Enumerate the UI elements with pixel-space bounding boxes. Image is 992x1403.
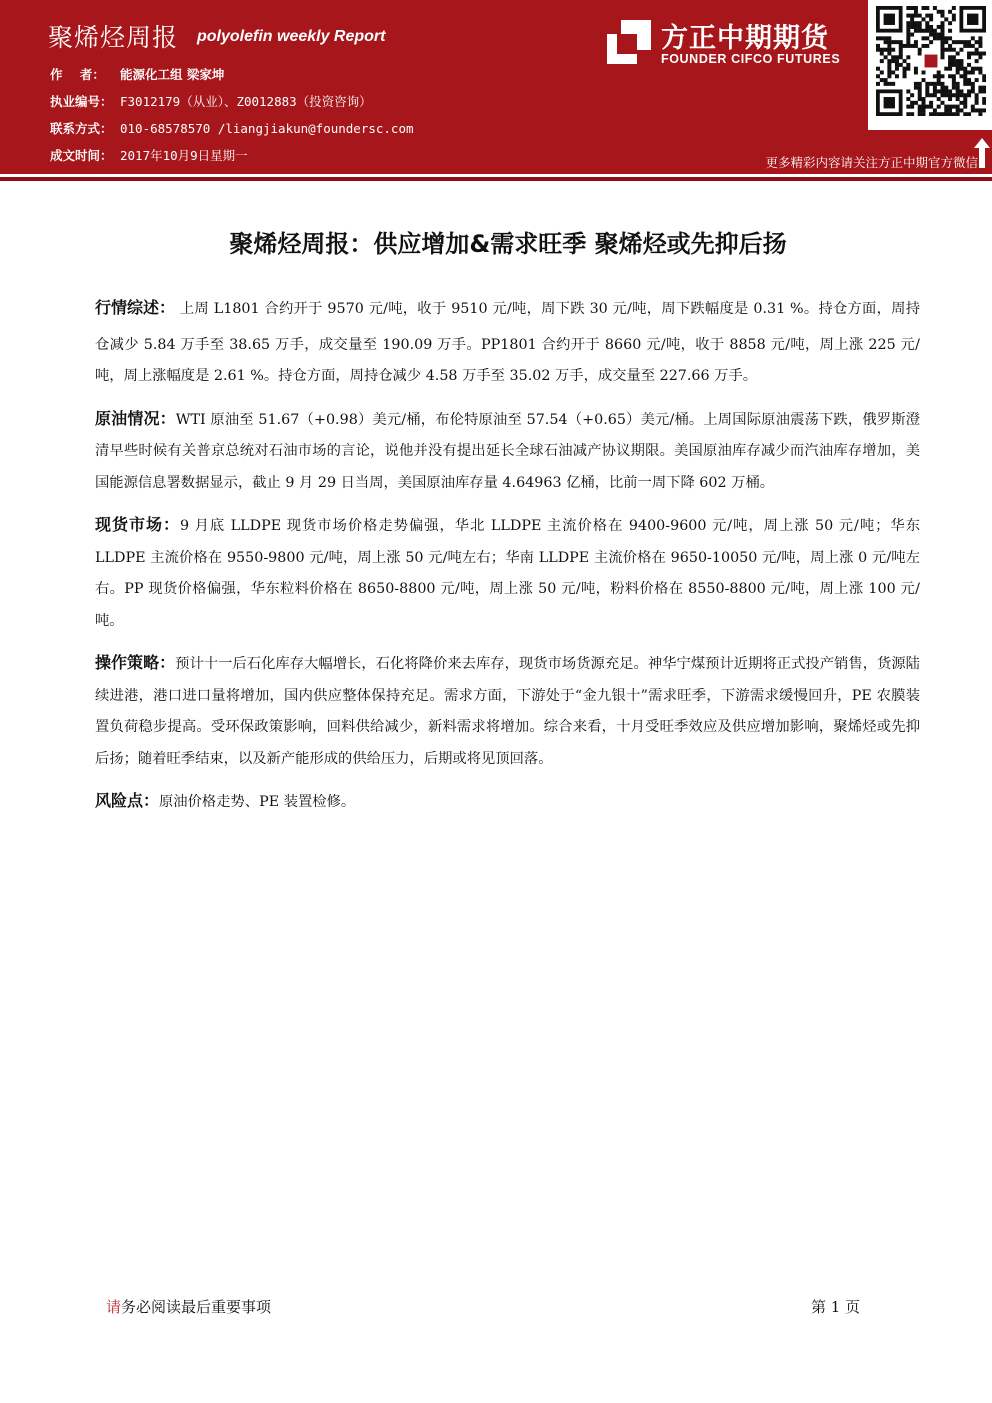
founder-logo-icon	[607, 20, 651, 64]
section-text: 9 月底 LLDPE 现货市场价格走势偏强，华北 LLDPE 主流价格在 9400-9600 元/吨，周上涨 50 元/吨；华东 LLDPE 主流价格在 9550-9800 元/吨，周上涨 50 元/吨左右；华南 LLDPE 主流价格在 9650-10050 元/吨，周上涨 0 元/吨左右。PP 现货价格偏强，华东粒料价格在 8650-8800 元/吨，周上涨 50 元/吨，粉料价格在 8550-8800 元/吨，周上涨 100 元/吨。	[95, 518, 920, 629]
company-logo	[607, 14, 865, 70]
meta-author	[50, 66, 414, 93]
section-text: 预计十一后石化库存大幅增长，石化将降价来去库存，现货市场货源充足。神华宁煤预计近期将正式投产销售，货源陆续进港，港口进口量将增加，国内供应整体保持充足。需求方面，下游处于“金九银十”需求旺季，下游需求缓慢回升，PE 农膜装置负荷稳步提高。受环保政策影响，回料供给减少，新料需求将增加。综合来看，十月受旺季效应及供应增加影响，聚烯烃或先抑后扬；随着旺季结束，以及新产能形成的供给压力，后期或将见顶回落。	[95, 656, 920, 767]
section-heading: 操作策略：	[95, 653, 176, 672]
section-text: 上周 L1801 合约开于 9570 元/吨，收于 9510 元/吨，周下跌 30 元/吨，周下跌幅度是 0.31 %。持仓方面，周持仓减少 5.84 万手至 38.65 万手，成交量至 190.09 万手。PP1801 合约开于 8660 元/吨，收于 8858 元/吨，周上涨 225 元/吨，周上涨幅度是 2.61 %。持仓方面，周持仓减少 4.58 万手至 35.02 万手，成交量至 227.66 万手。	[95, 301, 921, 384]
contact-label: 联系方式：	[50, 121, 113, 136]
meta-license	[50, 93, 414, 120]
section-heading: 行情综述：	[95, 298, 176, 317]
license-value: F3012179（从业）、Z0012883（投资咨询）	[120, 94, 372, 109]
footer-notice-rest: 务必阅读最后重要事项	[121, 1298, 272, 1316]
section-heading: 原油情况：	[95, 408, 176, 428]
qr-code	[868, 0, 992, 130]
company-name-cn: 方正中期期货	[661, 23, 829, 54]
author-label: 作 者：	[50, 67, 105, 82]
header-divider-dark	[0, 177, 992, 181]
section-crude-oil	[95, 403, 920, 500]
date-label: 成文时间：	[50, 148, 113, 163]
meta-date	[50, 147, 414, 174]
document-body	[95, 292, 920, 829]
section-text: 原油价格走势、PE 装置检修。	[159, 794, 356, 810]
document-title: 聚烯烃周报：供应增加&需求旺季 聚烯烃或先抑后扬	[229, 230, 787, 258]
report-meta	[50, 66, 414, 174]
footer-notice-first: 请	[106, 1298, 122, 1316]
date-value: 2017年10月9日星期一	[120, 148, 248, 163]
author-value: 能源化工组 梁家坤	[120, 67, 225, 82]
section-strategy	[95, 647, 920, 775]
contact-value: 010-68578570 /liangjiakun@foundersc.com	[120, 121, 414, 136]
footer-notice	[106, 1296, 271, 1317]
qr-code-icon	[876, 6, 986, 116]
page-number: 第 1 页	[811, 1298, 861, 1316]
section-risk	[95, 785, 920, 819]
section-text: WTI 原油至 51.67（+0.98）美元/桶，布伦特原油至 57.54（+0.65）美元/桶。上周国际原油震荡下跌，俄罗斯澄清早些时候有关普京总统对石油市场的言论，说他并没有提出延长全球石油减产协议期限。美国原油库存减少而汽油库存增加，美国能源信息署数据显示，截止 9 月 29 日当周，美国原油库存量 4.64963 亿桶，比前一周下降 602 万桶。	[95, 411, 920, 491]
section-market-review	[95, 292, 920, 393]
wechat-note: 更多精彩内容请关注方正中期官方微信	[765, 155, 978, 170]
section-spot-market	[95, 509, 920, 637]
meta-contact	[50, 120, 414, 147]
report-name: 聚烯烃周报	[48, 23, 179, 52]
report-name-en: polyolefin weekly Report	[197, 28, 386, 45]
company-name-en: FOUNDER CIFCO FUTURES	[661, 52, 841, 66]
section-heading: 现货市场：	[95, 515, 180, 534]
section-heading: 风险点：	[95, 791, 160, 810]
license-label: 执业编号：	[50, 94, 113, 109]
